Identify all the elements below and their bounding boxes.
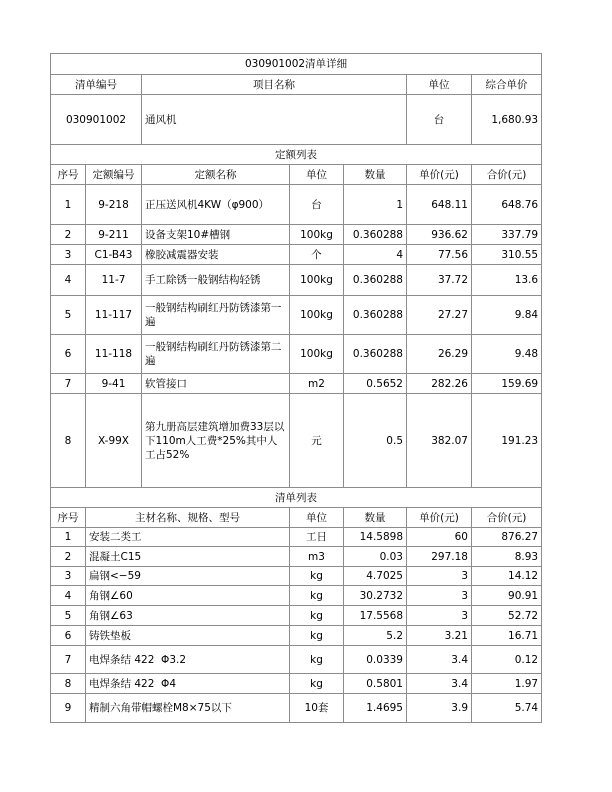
quota-header-cell: 数量 — [344, 165, 407, 185]
quota-row — [51, 225, 542, 245]
material-cell-no: 6 — [51, 626, 86, 646]
material-cell-no: 3 — [51, 567, 86, 586]
materials-header-cell: 单位 — [290, 508, 344, 528]
material-cell-qty: 0.03 — [344, 547, 407, 567]
material-cell-no: 1 — [51, 528, 86, 547]
quota-row — [51, 296, 542, 335]
quota-cell-code: C1-B43 — [86, 245, 142, 265]
material-cell-qty: 0.0339 — [344, 646, 407, 674]
header-price: 综合单价 — [472, 75, 542, 95]
quota-cell-qty: 0.5652 — [344, 374, 407, 394]
materials-header-cell: 数量 — [344, 508, 407, 528]
materials-header-cell: 主材名称、规格、型号 — [86, 508, 290, 528]
header-unit: 单位 — [407, 75, 472, 95]
materials-section-row — [51, 488, 542, 508]
item-price: 1,680.93 — [472, 95, 542, 145]
material-cell-unit-price: 3.4 — [407, 646, 472, 674]
material-cell-name: 角钢∠63 — [86, 606, 290, 626]
material-cell-name: 安装二类工 — [86, 528, 290, 547]
material-cell-qty: 0.5801 — [344, 674, 407, 694]
material-row — [51, 646, 542, 674]
quota-cell-qty: 0.360288 — [344, 265, 407, 296]
material-cell-unit-price: 3.21 — [407, 626, 472, 646]
quota-cell-qty: 4 — [344, 245, 407, 265]
material-cell-unit-price: 297.18 — [407, 547, 472, 567]
header-code: 清单编号 — [51, 75, 142, 95]
material-cell-total: 52.72 — [472, 606, 542, 626]
material-cell-unit-price: 60 — [407, 528, 472, 547]
material-cell-unit: kg — [290, 606, 344, 626]
item-row — [51, 95, 542, 145]
material-cell-unit: kg — [290, 674, 344, 694]
quota-cell-unit: 个 — [290, 245, 344, 265]
materials-section-title: 清单列表 — [51, 488, 542, 508]
material-cell-name: 精制六角带帽螺栓M8×75以下 — [86, 694, 290, 723]
quota-cell-no: 7 — [51, 374, 86, 394]
material-cell-total: 5.74 — [472, 694, 542, 723]
material-cell-no: 9 — [51, 694, 86, 723]
quota-cell-code: 11-7 — [86, 265, 142, 296]
material-cell-total: 8.93 — [472, 547, 542, 567]
quota-cell-unit-price: 648.11 — [407, 185, 472, 225]
material-cell-no: 7 — [51, 646, 86, 674]
quota-cell-unit: 100kg — [290, 225, 344, 245]
material-cell-unit-price: 3 — [407, 567, 472, 586]
materials-header-cell: 单价(元) — [407, 508, 472, 528]
quota-cell-unit-price: 26.29 — [407, 335, 472, 374]
material-cell-unit: 10套 — [290, 694, 344, 723]
quota-row — [51, 374, 542, 394]
material-cell-unit-price: 3.4 — [407, 674, 472, 694]
material-cell-total: 90.91 — [472, 586, 542, 606]
materials-header-cell: 合价(元) — [472, 508, 542, 528]
quota-header-cell: 序号 — [51, 165, 86, 185]
material-cell-no: 8 — [51, 674, 86, 694]
material-cell-total: 876.27 — [472, 528, 542, 547]
quota-cell-name: 软管接口 — [142, 374, 290, 394]
material-cell-qty: 17.5568 — [344, 606, 407, 626]
material-row — [51, 674, 542, 694]
quota-cell-no: 4 — [51, 265, 86, 296]
quota-cell-qty: 0.360288 — [344, 335, 407, 374]
material-cell-name: 铸铁垫板 — [86, 626, 290, 646]
material-row — [51, 586, 542, 606]
quota-cell-qty: 0.360288 — [344, 296, 407, 335]
material-cell-name: 混凝土C15 — [86, 547, 290, 567]
material-cell-qty: 4.7025 — [344, 567, 407, 586]
quota-cell-total: 13.6 — [472, 265, 542, 296]
quota-row — [51, 185, 542, 225]
material-cell-total: 14.12 — [472, 567, 542, 586]
quota-section-row — [51, 145, 542, 165]
quota-cell-unit-price: 37.72 — [407, 265, 472, 296]
quota-cell-total: 191.23 — [472, 394, 542, 488]
quota-cell-total: 648.76 — [472, 185, 542, 225]
quota-cell-name: 设备支架10#槽钢 — [142, 225, 290, 245]
material-cell-unit-price: 3 — [407, 586, 472, 606]
quota-cell-code: 9-41 — [86, 374, 142, 394]
quota-cell-unit: 100kg — [290, 296, 344, 335]
quota-cell-code: 9-218 — [86, 185, 142, 225]
quota-cell-unit-price: 382.07 — [407, 394, 472, 488]
quota-row — [51, 335, 542, 374]
quota-cell-code: 9-211 — [86, 225, 142, 245]
quota-cell-unit-price: 77.56 — [407, 245, 472, 265]
quota-cell-qty: 0.5 — [344, 394, 407, 488]
material-cell-unit: kg — [290, 567, 344, 586]
quota-cell-unit: 100kg — [290, 335, 344, 374]
quota-cell-name: 手工除锈一般钢结构轻锈 — [142, 265, 290, 296]
material-cell-unit-price: 3 — [407, 606, 472, 626]
item-unit: 台 — [407, 95, 472, 145]
quota-cell-qty: 1 — [344, 185, 407, 225]
quota-cell-name: 第九册高层建筑增加费33层以下110m人工费*25%其中人工占52% — [142, 394, 290, 488]
quota-header-cell: 单价(元) — [407, 165, 472, 185]
quota-header-cell: 定额编号 — [86, 165, 142, 185]
quota-cell-name: 橡胶减震器安装 — [142, 245, 290, 265]
material-cell-unit: 工日 — [290, 528, 344, 547]
quota-cell-total: 9.84 — [472, 296, 542, 335]
quota-cell-unit-price: 936.62 — [407, 225, 472, 245]
quota-cell-total: 337.79 — [472, 225, 542, 245]
material-row — [51, 626, 542, 646]
quota-cell-unit-price: 282.26 — [407, 374, 472, 394]
quota-section-title: 定额列表 — [51, 145, 542, 165]
material-cell-no: 5 — [51, 606, 86, 626]
quota-cell-no: 1 — [51, 185, 86, 225]
item-header-row — [51, 75, 542, 95]
material-row — [51, 528, 542, 547]
quota-cell-unit: 100kg — [290, 265, 344, 296]
material-cell-unit: m3 — [290, 547, 344, 567]
quota-row — [51, 245, 542, 265]
item-name: 通风机 — [142, 95, 407, 145]
header-name: 项目名称 — [142, 75, 407, 95]
quota-cell-no: 6 — [51, 335, 86, 374]
item-code: 030901002 — [51, 95, 142, 145]
material-cell-unit-price: 3.9 — [407, 694, 472, 723]
material-row — [51, 694, 542, 723]
quota-cell-total: 9.48 — [472, 335, 542, 374]
material-cell-qty: 5.2 — [344, 626, 407, 646]
quota-cell-no: 8 — [51, 394, 86, 488]
quota-cell-qty: 0.360288 — [344, 225, 407, 245]
material-cell-total: 0.12 — [472, 646, 542, 674]
quota-header-cell: 合价(元) — [472, 165, 542, 185]
quota-cell-total: 159.69 — [472, 374, 542, 394]
quota-header-cell: 定额名称 — [142, 165, 290, 185]
materials-header-cell: 序号 — [51, 508, 86, 528]
quota-cell-unit: 元 — [290, 394, 344, 488]
material-cell-name: 电焊条结 422 Φ3.2 — [86, 646, 290, 674]
bill-detail-table — [50, 53, 542, 723]
material-cell-no: 2 — [51, 547, 86, 567]
quota-cell-no: 3 — [51, 245, 86, 265]
quota-cell-total: 310.55 — [472, 245, 542, 265]
material-row — [51, 606, 542, 626]
quota-cell-unit-price: 27.27 — [407, 296, 472, 335]
material-cell-name: 角钢∠60 — [86, 586, 290, 606]
material-cell-unit: kg — [290, 586, 344, 606]
material-cell-qty: 1.4695 — [344, 694, 407, 723]
material-cell-qty: 30.2732 — [344, 586, 407, 606]
material-cell-total: 16.71 — [472, 626, 542, 646]
quota-cell-code: X-99X — [86, 394, 142, 488]
quota-cell-name: 一般钢结构刷红丹防锈漆第一遍 — [142, 296, 290, 335]
material-cell-name: 扁钢<−59 — [86, 567, 290, 586]
quota-cell-name: 正压送风机4KW（φ900） — [142, 185, 290, 225]
material-cell-total: 1.97 — [472, 674, 542, 694]
quota-cell-unit: m2 — [290, 374, 344, 394]
material-row — [51, 567, 542, 586]
material-cell-unit: kg — [290, 646, 344, 674]
quota-cell-no: 2 — [51, 225, 86, 245]
material-cell-qty: 14.5898 — [344, 528, 407, 547]
quota-header-row — [51, 165, 542, 185]
quota-cell-unit: 台 — [290, 185, 344, 225]
quota-header-cell: 单位 — [290, 165, 344, 185]
quota-cell-name: 一般钢结构刷红丹防锈漆第二遍 — [142, 335, 290, 374]
material-cell-unit: kg — [290, 626, 344, 646]
quota-cell-code: 11-118 — [86, 335, 142, 374]
quota-row — [51, 265, 542, 296]
material-cell-name: 电焊条结 422 Φ4 — [86, 674, 290, 694]
title-row — [51, 54, 542, 75]
material-row — [51, 547, 542, 567]
quota-cell-no: 5 — [51, 296, 86, 335]
quota-row — [51, 394, 542, 488]
materials-header-row — [51, 508, 542, 528]
page-title: 030901002清单详细 — [51, 54, 542, 75]
material-cell-no: 4 — [51, 586, 86, 606]
quota-cell-code: 11-117 — [86, 296, 142, 335]
